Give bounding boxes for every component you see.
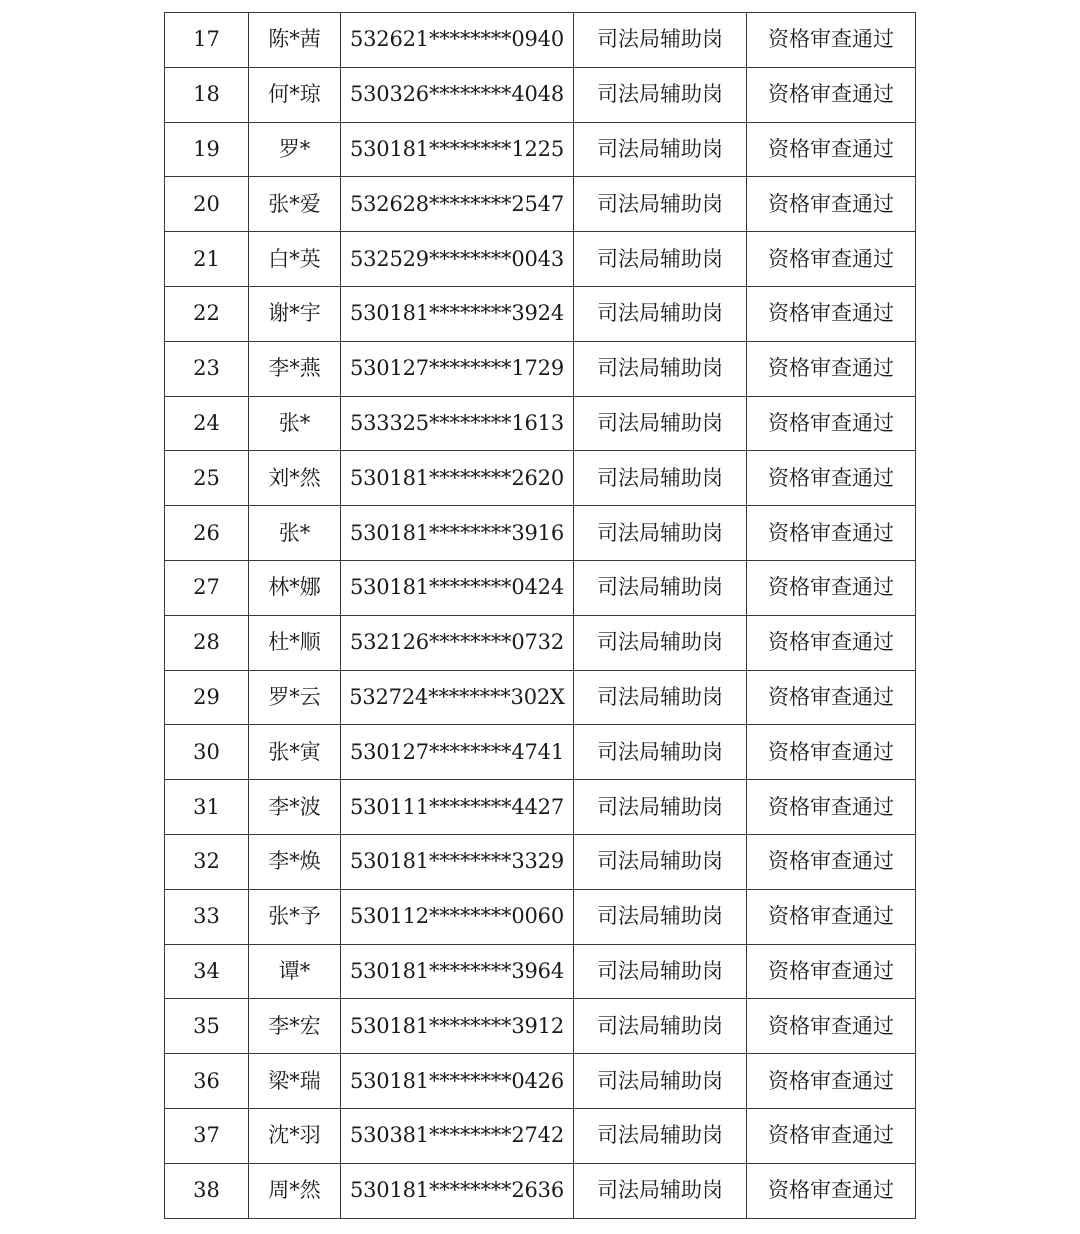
id-number: 530181********3964 — [341, 944, 574, 999]
review-result: 资格审查通过 — [747, 506, 916, 561]
table-row — [165, 999, 916, 1054]
review-result: 资格审查通过 — [747, 13, 916, 68]
id-number: 530326********4048 — [341, 67, 574, 122]
applicant-name: 周*然 — [249, 1163, 341, 1218]
row-number: 37 — [165, 1108, 249, 1163]
position-name: 司法局辅助岗 — [574, 177, 747, 232]
review-result: 资格审查通过 — [747, 341, 916, 396]
row-number: 32 — [165, 834, 249, 889]
id-number: 530112********0060 — [341, 889, 574, 944]
table-row — [165, 1108, 916, 1163]
id-number: 530181********3924 — [341, 286, 574, 341]
applicant-name: 陈*茜 — [249, 13, 341, 68]
id-number: 530181********0424 — [341, 560, 574, 615]
applicant-name: 张* — [249, 506, 341, 561]
position-name: 司法局辅助岗 — [574, 67, 747, 122]
row-number: 38 — [165, 1163, 249, 1218]
row-number: 20 — [165, 177, 249, 232]
id-number: 530111********4427 — [341, 780, 574, 835]
applicant-name: 罗*云 — [249, 670, 341, 725]
id-number: 532126********0732 — [341, 615, 574, 670]
applicant-name: 沈*羽 — [249, 1108, 341, 1163]
applicant-name: 李*燕 — [249, 341, 341, 396]
review-result: 资格审查通过 — [747, 286, 916, 341]
table-row — [165, 286, 916, 341]
table-body — [165, 13, 916, 1219]
row-number: 31 — [165, 780, 249, 835]
applicant-name: 谭* — [249, 944, 341, 999]
review-result: 资格审查通过 — [747, 944, 916, 999]
position-name: 司法局辅助岗 — [574, 506, 747, 561]
position-name: 司法局辅助岗 — [574, 615, 747, 670]
position-name: 司法局辅助岗 — [574, 286, 747, 341]
table-row — [165, 341, 916, 396]
position-name: 司法局辅助岗 — [574, 725, 747, 780]
position-name: 司法局辅助岗 — [574, 1108, 747, 1163]
row-number: 33 — [165, 889, 249, 944]
table-row — [165, 396, 916, 451]
review-result: 资格审查通过 — [747, 122, 916, 177]
position-name: 司法局辅助岗 — [574, 232, 747, 287]
row-number: 26 — [165, 506, 249, 561]
position-name: 司法局辅助岗 — [574, 13, 747, 68]
applicant-name: 何*琼 — [249, 67, 341, 122]
table-row — [165, 451, 916, 506]
id-number: 532621********0940 — [341, 13, 574, 68]
id-number: 532529********0043 — [341, 232, 574, 287]
id-number: 530181********2620 — [341, 451, 574, 506]
row-number: 25 — [165, 451, 249, 506]
applicant-name: 刘*然 — [249, 451, 341, 506]
row-number: 19 — [165, 122, 249, 177]
review-result: 资格审查通过 — [747, 177, 916, 232]
id-number: 530181********3916 — [341, 506, 574, 561]
table-row — [165, 1054, 916, 1109]
applicant-name: 林*娜 — [249, 560, 341, 615]
review-result: 资格审查通过 — [747, 889, 916, 944]
id-number: 530127********4741 — [341, 725, 574, 780]
applicant-name: 罗* — [249, 122, 341, 177]
position-name: 司法局辅助岗 — [574, 944, 747, 999]
row-number: 22 — [165, 286, 249, 341]
id-number: 530181********3912 — [341, 999, 574, 1054]
review-result: 资格审查通过 — [747, 999, 916, 1054]
review-result: 资格审查通过 — [747, 780, 916, 835]
review-result: 资格审查通过 — [747, 396, 916, 451]
position-name: 司法局辅助岗 — [574, 889, 747, 944]
review-result: 资格审查通过 — [747, 1108, 916, 1163]
row-number: 36 — [165, 1054, 249, 1109]
applicant-name: 白*英 — [249, 232, 341, 287]
table-row — [165, 889, 916, 944]
table-row — [165, 944, 916, 999]
position-name: 司法局辅助岗 — [574, 780, 747, 835]
id-number: 530181********2636 — [341, 1163, 574, 1218]
position-name: 司法局辅助岗 — [574, 122, 747, 177]
table-row — [165, 834, 916, 889]
id-number: 530181********0426 — [341, 1054, 574, 1109]
id-number: 530127********1729 — [341, 341, 574, 396]
review-result: 资格审查通过 — [747, 560, 916, 615]
position-name: 司法局辅助岗 — [574, 341, 747, 396]
table-row — [165, 122, 916, 177]
table-row — [165, 67, 916, 122]
row-number: 21 — [165, 232, 249, 287]
row-number: 18 — [165, 67, 249, 122]
position-name: 司法局辅助岗 — [574, 1054, 747, 1109]
review-result: 资格审查通过 — [747, 232, 916, 287]
row-number: 28 — [165, 615, 249, 670]
applicant-name: 谢*宇 — [249, 286, 341, 341]
applicant-name: 李*焕 — [249, 834, 341, 889]
position-name: 司法局辅助岗 — [574, 560, 747, 615]
review-result: 资格审查通过 — [747, 615, 916, 670]
table-row — [165, 13, 916, 68]
review-result: 资格审查通过 — [747, 1054, 916, 1109]
row-number: 29 — [165, 670, 249, 725]
position-name: 司法局辅助岗 — [574, 396, 747, 451]
position-name: 司法局辅助岗 — [574, 451, 747, 506]
applicant-name: 梁*瑞 — [249, 1054, 341, 1109]
table-row — [165, 725, 916, 780]
row-number: 35 — [165, 999, 249, 1054]
position-name: 司法局辅助岗 — [574, 999, 747, 1054]
table-row — [165, 1163, 916, 1218]
table-row — [165, 506, 916, 561]
position-name: 司法局辅助岗 — [574, 670, 747, 725]
applicant-name: 李*宏 — [249, 999, 341, 1054]
table-row — [165, 560, 916, 615]
applicant-name: 杜*顺 — [249, 615, 341, 670]
candidate-table — [164, 12, 916, 1219]
review-result: 资格审查通过 — [747, 725, 916, 780]
table-row — [165, 615, 916, 670]
applicant-name: 张* — [249, 396, 341, 451]
id-number: 530381********2742 — [341, 1108, 574, 1163]
applicant-name: 李*波 — [249, 780, 341, 835]
review-result: 资格审查通过 — [747, 670, 916, 725]
table-row — [165, 232, 916, 287]
row-number: 27 — [165, 560, 249, 615]
row-number: 30 — [165, 725, 249, 780]
table-row — [165, 670, 916, 725]
row-number: 17 — [165, 13, 249, 68]
row-number: 24 — [165, 396, 249, 451]
id-number: 530181********3329 — [341, 834, 574, 889]
id-number: 533325********1613 — [341, 396, 574, 451]
table-row — [165, 780, 916, 835]
row-number: 23 — [165, 341, 249, 396]
id-number: 530181********1225 — [341, 122, 574, 177]
id-number: 532628********2547 — [341, 177, 574, 232]
applicant-name: 张*爱 — [249, 177, 341, 232]
review-result: 资格审查通过 — [747, 1163, 916, 1218]
position-name: 司法局辅助岗 — [574, 834, 747, 889]
review-result: 资格审查通过 — [747, 451, 916, 506]
row-number: 34 — [165, 944, 249, 999]
applicant-name: 张*寅 — [249, 725, 341, 780]
id-number: 532724********302X — [341, 670, 574, 725]
review-result: 资格审查通过 — [747, 67, 916, 122]
table-row — [165, 177, 916, 232]
applicant-name: 张*予 — [249, 889, 341, 944]
position-name: 司法局辅助岗 — [574, 1163, 747, 1218]
review-result: 资格审查通过 — [747, 834, 916, 889]
